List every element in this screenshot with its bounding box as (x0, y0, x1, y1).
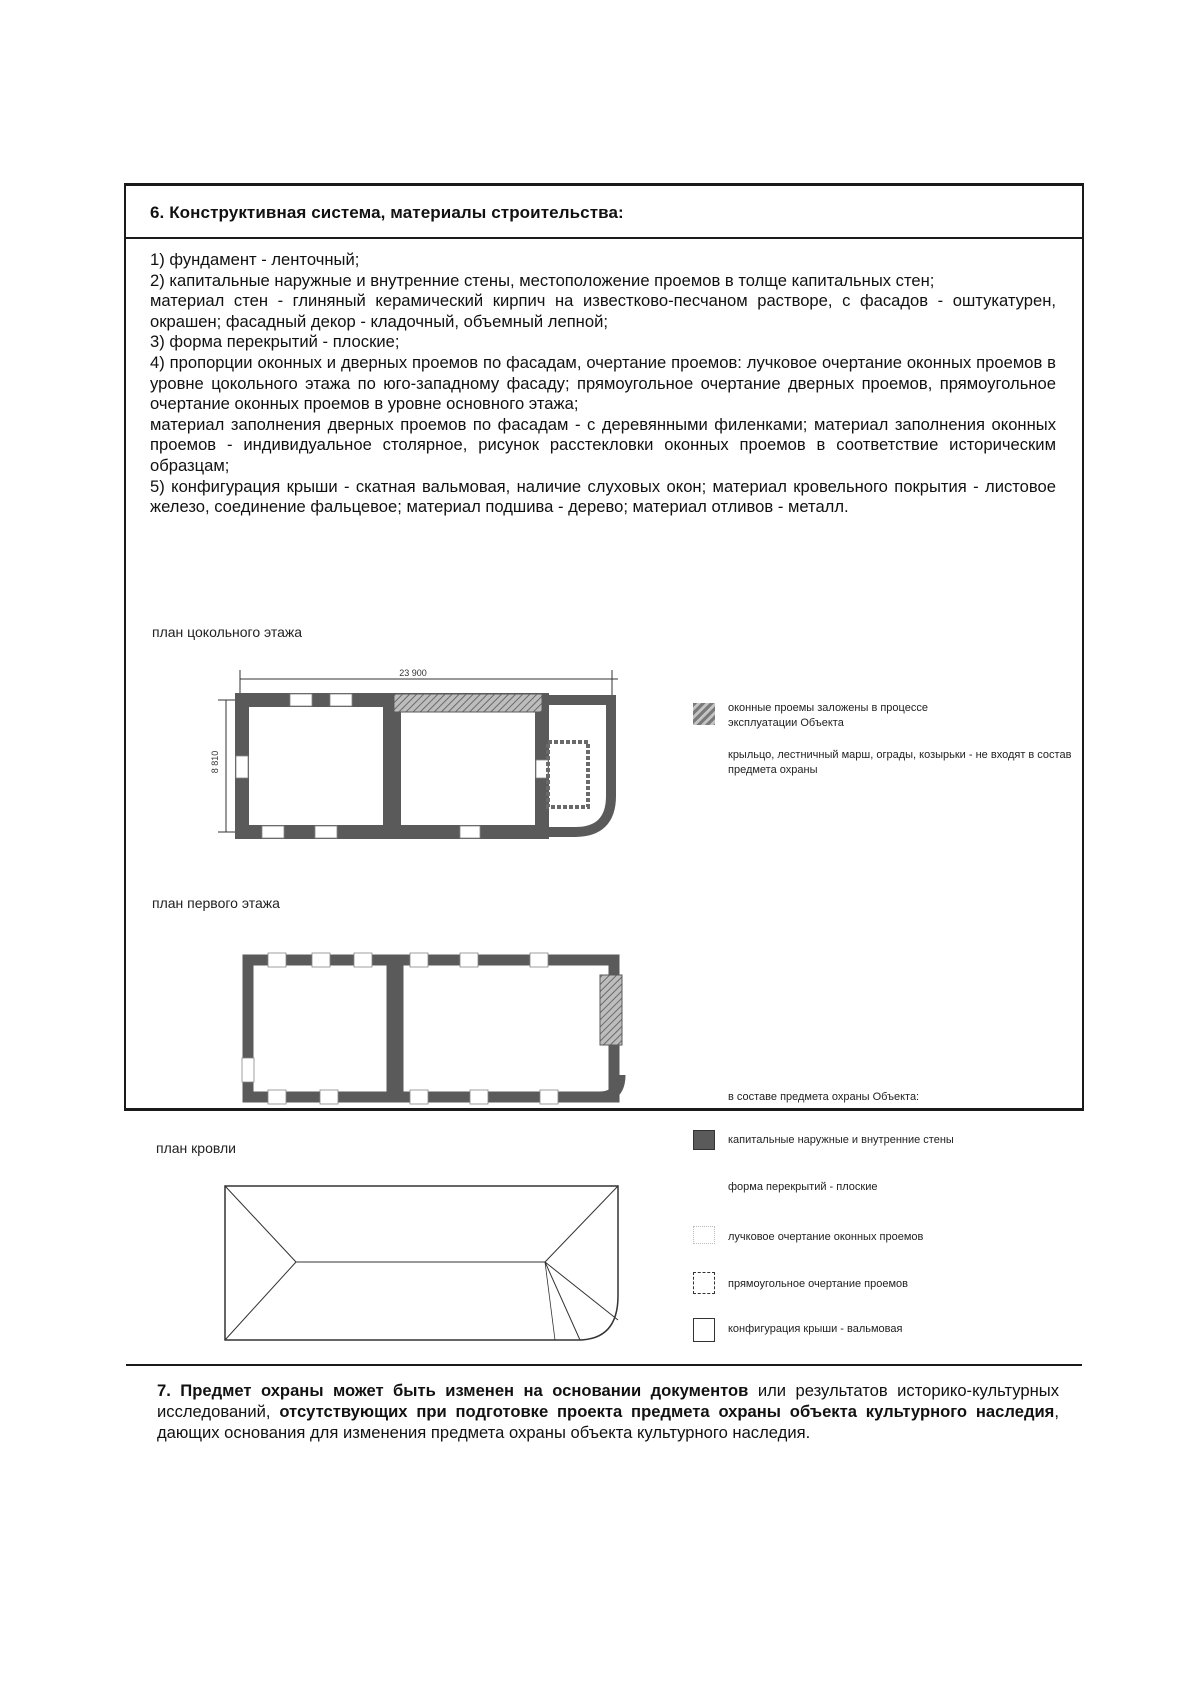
basement-plan (210, 668, 618, 838)
section-7-bold-1: 7. Предмет охраны может быть изменен на основании документов (157, 1381, 749, 1400)
section-6-title: 6. Конструктивная система, материалы строительства: (150, 203, 624, 222)
section-7-text (157, 1380, 1059, 1443)
section-7-text-2: , дающих основания для изменения предмета охраны объекта культурного наследия. (157, 1402, 1059, 1442)
para-openings: 4) пропорции оконных и дверных проемов по фасадам, очертание проемов: лучковое очертание оконных проемов в уровне цокольного этажа по юго-западному фасаду; прямоугольное очертание дверных проемов, прямоугольное очертание оконных проемов в уровне основного этажа; (150, 352, 1056, 414)
section-7-text-1: или результатов историко-культурных исследований, (157, 1381, 1059, 1421)
para-wall-material: материал стен - глиняный керамический кирпич на известково-песчаном растворе, с фасадов - оштукатурен, окрашен; фасадный декор - кладочный, объемный лепной; (150, 291, 1056, 331)
legend-floors: форма перекрытий - плоские (728, 1181, 878, 1193)
legend-hatch-swatch (693, 703, 715, 725)
legend-arched-swatch (693, 1226, 715, 1244)
roof-plan (225, 1186, 618, 1340)
roof-plan-label: план кровли (156, 1140, 236, 1156)
basement-plan-label: план цокольного этажа (152, 624, 303, 640)
legend-roof-swatch (693, 1318, 715, 1342)
legend-rect-swatch (693, 1272, 715, 1294)
legend-rect: прямоугольное очертание проемов (728, 1278, 908, 1290)
legend-not-included: крыльцо, лестничный марш, ограды, козырьки - не входят в состав предмета охраны (728, 749, 1072, 776)
first-floor-plan (242, 953, 622, 1104)
legend-arched: лучковое очертание оконных проемов (728, 1231, 924, 1243)
first-floor-plan-label: план первого этажа (152, 895, 280, 911)
legend-blocked-windows: оконные проемы заложены в процессе эксплуатации Объекта (728, 702, 928, 729)
legend-walls: капитальные наружные и внутренние стены (728, 1134, 954, 1146)
para-roof: 5) конфигурация крыши - скатная вальмовая, наличие слуховых окон; материал кровельного покрытия - листовое железо, соединение фальцевое; материал подшива - дерево; материал отливов - металл. (150, 476, 1056, 517)
basement-dim-length: 23 900 (399, 668, 427, 678)
section-7-bold-2: отсутствующих при подготовке проекта предмета охраны объекта культурного наследия (279, 1402, 1055, 1421)
para-fill-material: материал заполнения дверных проемов по фасадам - с деревянными филенками; материал заполнения оконных проемов - индивидуальное столярное, рисунок расстекловки оконных проемов в соответствие историческим образцам; (150, 414, 1056, 475)
legend-walls-swatch (693, 1130, 715, 1150)
para-foundation: 1) фундамент - ленточный; (150, 250, 360, 269)
para-floors: 3) форма перекрытий - плоские; (150, 332, 400, 352)
legend-roof: конфигурация крыши - вальмовая (728, 1323, 903, 1335)
basement-dim-width: 8 810 (210, 750, 220, 774)
legend-heading: в составе предмета охраны Объекта: (728, 1091, 920, 1103)
para-walls: 2) капитальные наружные и внутренние стены, местоположение проемов в толще капитальных стен; (150, 270, 935, 290)
